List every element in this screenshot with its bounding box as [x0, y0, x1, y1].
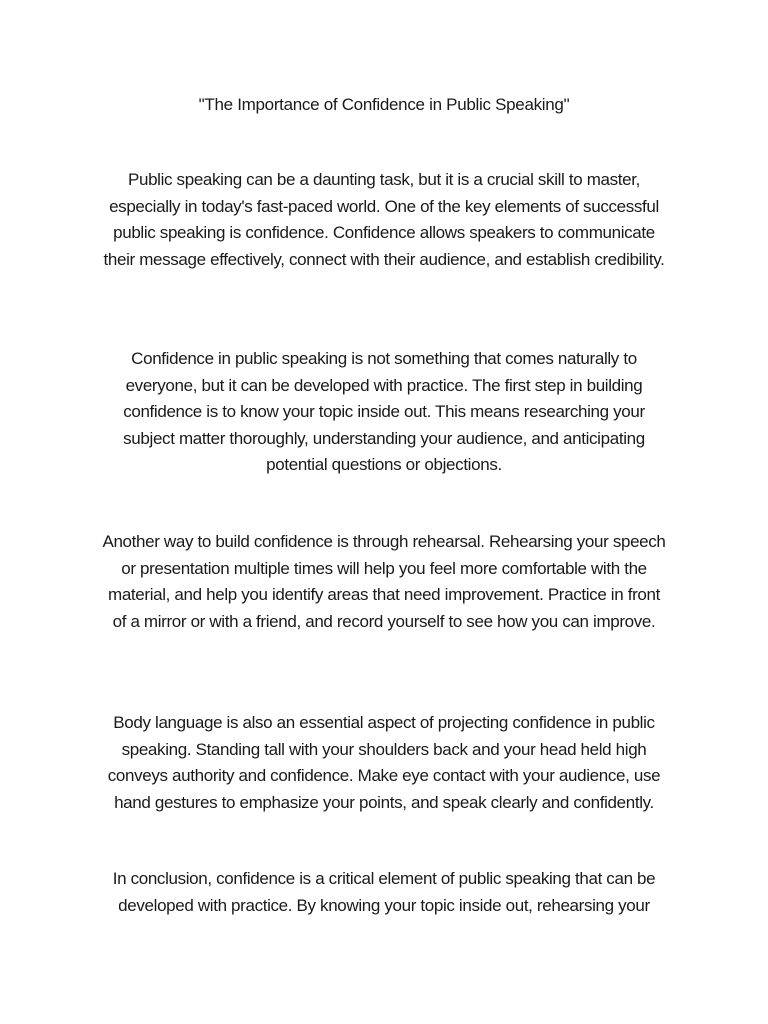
paragraph-introduction: Public speaking can be a daunting task, but it is a crucial skill to master, especially in today's fast-paced world. One of the key elements of successful public speaking is confidence. Confidence allows speakers to communicate their message effectively, connect with their audience, and establish credibility. — [103, 170, 665, 269]
paragraph-conclusion: In conclusion, confidence is a critical element of public speaking that can be developed with practice. By knowing your topic inside out, rehearsing your — [112, 869, 656, 915]
document-title: "The Importance of Confidence in Public Speaking" — [198, 95, 570, 114]
paragraph-knowing-topic: Confidence in public speaking is not something that comes naturally to everyone, but it can be developed with practice. The first step in building confidence is to know your topic inside out. This means researching your subject matter thoroughly, understanding your audience, and anticipating potential questions or objections. — [123, 349, 645, 475]
paragraph-body-language: Body language is also an essential aspect of projecting confidence in public speaking. Standing tall with your shoulders back and your head held high conveys authority and confidence. Make eye contact with your audience, use hand gestures to emphasize your points, and speak clearly and confidently. — [107, 713, 661, 812]
paragraph-rehearsal: Another way to build confidence is through rehearsal. Rehearsing your speech or presentation multiple times will help you feel more comfortable with the material, and help you identify areas that need improvement. Practice in front of a mirror or with a friend, and record yourself to see how you can improve. — [102, 532, 666, 631]
